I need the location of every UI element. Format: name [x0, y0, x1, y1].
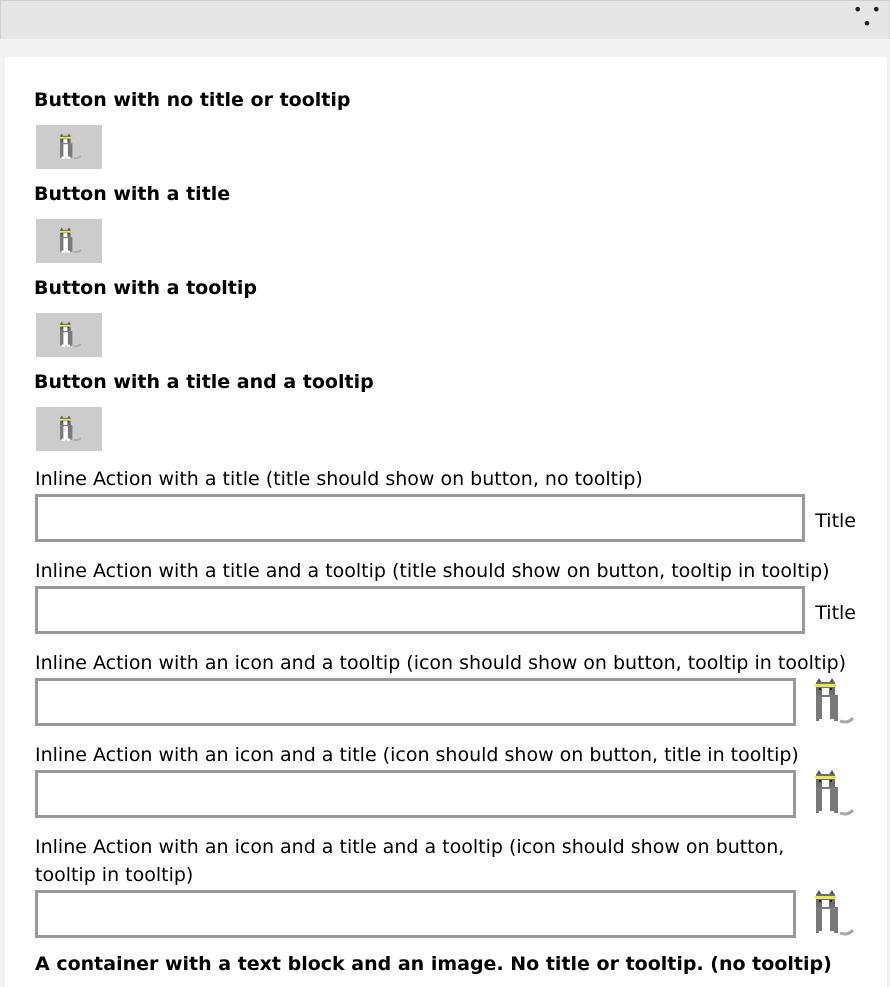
- more-options-button[interactable]: • • •: [853, 0, 883, 33]
- text-input-inline-title[interactable]: [35, 494, 805, 542]
- heading-container: A container with a text block and an image. No title or tooltip. (no tooltip): [35, 953, 832, 975]
- label-inline-icon-title-tooltip: Inline Action with an icon and a title and a tooltip (icon should show on button, tooltip in tooltip): [35, 836, 785, 886]
- label-inline-title: Inline Action with a title (title should show on button, no tooltip): [35, 468, 643, 490]
- action-button-with-tooltip[interactable]: [36, 313, 102, 357]
- heading-with-title: Button with a title: [34, 183, 231, 205]
- heading-title-and-tooltip: Button with a title and a tooltip: [34, 371, 374, 393]
- cat-icon: [55, 415, 83, 443]
- label-inline-title-tooltip: Inline Action with a title and a tooltip (title should show on button, tooltip in tooltip): [35, 560, 830, 582]
- adaptive-card: [5, 57, 887, 987]
- action-button-no-title[interactable]: [36, 125, 102, 169]
- inline-action-title-tooltip-button[interactable]: Title: [815, 602, 856, 624]
- text-input-inline-icon-title[interactable]: [35, 770, 796, 818]
- title-bar: [0, 0, 890, 39]
- heading-no-title: Button with no title or tooltip: [34, 89, 351, 111]
- action-button-title-and-tooltip[interactable]: [36, 407, 102, 451]
- inline-action-title-button[interactable]: Title: [815, 510, 856, 532]
- action-button-with-title[interactable]: [36, 219, 102, 263]
- text-input-inline-icon-tooltip[interactable]: [35, 678, 796, 726]
- cat-icon: [55, 227, 83, 255]
- label-inline-icon-title: Inline Action with an icon and a title (icon should show on button, title in tooltip): [35, 744, 799, 766]
- cat-icon[interactable]: [807, 677, 857, 727]
- cat-icon[interactable]: [807, 769, 857, 819]
- text-input-inline-title-tooltip[interactable]: [35, 586, 805, 634]
- heading-with-tooltip: Button with a tooltip: [34, 277, 257, 299]
- cat-icon: [55, 133, 83, 161]
- text-input-inline-icon-title-tooltip[interactable]: [35, 890, 796, 938]
- cat-icon: [55, 321, 83, 349]
- cat-icon[interactable]: [807, 889, 857, 939]
- label-inline-icon-tooltip: Inline Action with an icon and a tooltip (icon should show on button, tooltip in tooltip): [35, 652, 847, 674]
